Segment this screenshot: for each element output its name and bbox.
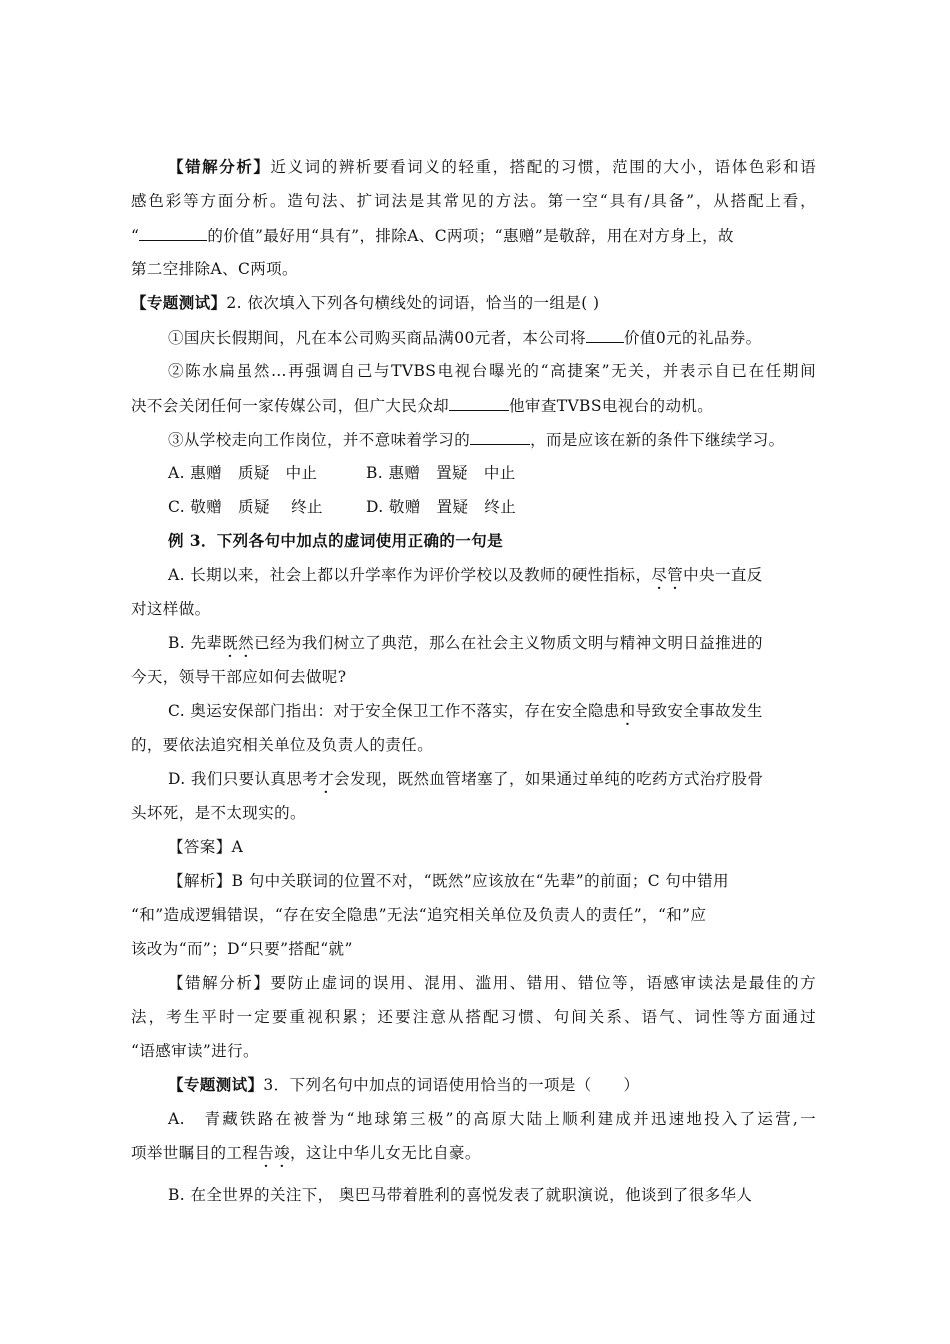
- example3-option-c-cont: 的，要依法追究相关单位及负责人的责任。: [131, 736, 434, 754]
- test3-option-a-cont: [131, 1143, 950, 1163]
- example3-option-a: [168, 565, 950, 585]
- analysis-line-4: 第二空排除A、C两项。: [131, 260, 298, 278]
- test3-option-b: B. 在全世界的关注下， 奥巴马带着胜利的喜悦发表了就职演说，他谈到了很多华人: [168, 1186, 753, 1204]
- dotted-char: 告: [258, 1144, 275, 1162]
- error-analysis-line-3: “语感审读”进行。: [131, 1042, 259, 1060]
- test-tag: 【专题测试】: [131, 293, 227, 312]
- test-tag: 【专题测试】: [168, 1075, 264, 1094]
- dotted-char: 尽: [651, 566, 668, 584]
- test2-sentence-3: [168, 429, 950, 450]
- sentence-text: ，而是应该在新的条件下继续学习。: [530, 431, 785, 449]
- blank-line: [586, 327, 624, 343]
- analysis-text: 近义词的辨析要看词义的轻重，搭配的习惯，范围的大小，语体色彩和语: [270, 158, 816, 176]
- test2-sentence-1: [168, 327, 950, 348]
- analysis-text: 的价值”最好用“具有”，排除A、C两项；“惠赠”是敬辞，用在对方身上，故: [207, 227, 734, 245]
- option-text: 已经为我们树立了典范，那么在社会主义物质文明与精神文明日益推进的: [254, 634, 763, 652]
- dotted-char: 既: [222, 634, 239, 652]
- blank-line: [139, 225, 207, 241]
- example3-title: 例 3．下列各句中加点的虚词使用正确的一句是: [168, 531, 503, 550]
- test2-options-row-2: [168, 497, 950, 517]
- option-text: 中央一直反: [683, 566, 763, 584]
- dotted-char: 和: [619, 702, 636, 720]
- option-text: D. 我们只要认真思考: [168, 770, 319, 788]
- explanation-line-2: “和”造成逻辑错误，“存在安全隐患”无法“追究相关单位及负责人的责任”，“和”应: [131, 906, 707, 924]
- error-analysis-line-1: [168, 973, 816, 993]
- option-text: B. 先辈: [168, 634, 223, 652]
- sentence-text: 决不会关闭任何一家传媒公司，但广大民众却: [131, 397, 450, 415]
- test2-options-row-1: [168, 463, 950, 483]
- dotted-char: 才: [318, 770, 335, 788]
- example3-option-b: [168, 633, 950, 653]
- error-analysis-tag: 【错解分析】: [168, 974, 271, 992]
- explanation-tag: 【解析】: [168, 872, 232, 890]
- sentence-text: ①国庆长假期间，凡在本公司购买商品满00元者，本公司将: [168, 329, 587, 347]
- sentence-text: 他审查TVBS电视台的动机。: [509, 397, 714, 415]
- option-a: A. 惠赠 质疑 中止: [168, 464, 318, 482]
- dotted-char: 然: [238, 634, 255, 652]
- option-text: C. 奥运安保部门指出：对于安全保卫工作不落实，存在安全隐患: [168, 702, 620, 720]
- analysis-tag: 【错解分析】: [168, 157, 271, 176]
- dotted-char: 管: [667, 566, 684, 584]
- option-d: D. 敬赠 置疑 终止: [366, 498, 517, 516]
- example3-option-a-cont: 对这样做。: [131, 600, 211, 618]
- sentence-text: 价值0元的礼品券。: [624, 329, 762, 347]
- explanation-text: B 句中关联词的位置不对，“既然”应该放在“先辈”的前面；C 句中错用: [231, 872, 729, 890]
- option-text: A. 长期以来，社会上都以升学率作为评价学校以及教师的硬性指标，: [168, 566, 652, 584]
- explanation-line-3: 该改为“而”；D“只要”搭配“就”: [131, 940, 353, 958]
- test3-title: [168, 1075, 950, 1095]
- blank-line: [449, 395, 509, 411]
- test2-sentence-2: ②陈水扁虽然…再强调自己与TVBS电视台曝光的“高捷案”无关，并表示自已在任期间: [168, 362, 816, 380]
- example3-option-d-cont: 头坏死，是不太现实的。: [131, 804, 306, 822]
- error-analysis-line-2: 法，考生平时一定要重视积累；还要注意从搭配习惯、句间关系、语气、词性等方面通过: [131, 1008, 816, 1026]
- option-b: B. 惠赠 置疑 中止: [366, 464, 516, 482]
- example3-option-b-cont: 今天，领导干部应如何去做呢?: [131, 668, 347, 686]
- sentence-text: ③从学校走向工作岗位，并不意味着学习的: [168, 431, 471, 449]
- test3-option-a: A. 青藏铁路在被誉为“地球第三极”的高原大陆上顺利建成并迅速地投入了运营,一: [168, 1110, 816, 1128]
- option-c: C. 敬赠 质疑 终止: [168, 498, 323, 516]
- example3-option-d: [168, 769, 950, 789]
- answer-line: 【答案】A: [168, 838, 244, 856]
- analysis-line-2: 感色彩等方面分析。造句法、扩词法是其常见的方法。第一空“具有/具备”，从搭配上看，: [131, 192, 816, 210]
- option-text: ，这让中华儿女无比自豪。: [290, 1144, 481, 1162]
- explanation-line-1: [168, 871, 950, 891]
- dotted-char: 竣: [274, 1144, 291, 1162]
- test2-title: [131, 293, 950, 313]
- blank-line: [470, 429, 530, 445]
- error-analysis-text: 要防止虚词的误用、混用、滥用、错用、错位等，语感审读法是最佳的方: [270, 974, 816, 992]
- option-text: 导致安全事故发生: [635, 702, 763, 720]
- test-title-text: 3．下列名句中加点的词语使用恰当的一项是（ ）: [263, 1076, 640, 1094]
- example3-option-c: [168, 701, 950, 721]
- test2-sentence-2-cont: [131, 395, 950, 416]
- test-title-text: 2. 依次填入下列各句横线处的词语，恰当的一组是( ): [226, 294, 600, 312]
- option-text: 会发现，既然血管堵塞了，如果通过单纯的吃药方式治疗股骨: [334, 770, 764, 788]
- option-text: 项举世瞩目的工程: [131, 1144, 259, 1162]
- analysis-line-3: [131, 225, 950, 246]
- quote-open: “: [131, 227, 140, 245]
- analysis-line-1: [168, 157, 816, 177]
